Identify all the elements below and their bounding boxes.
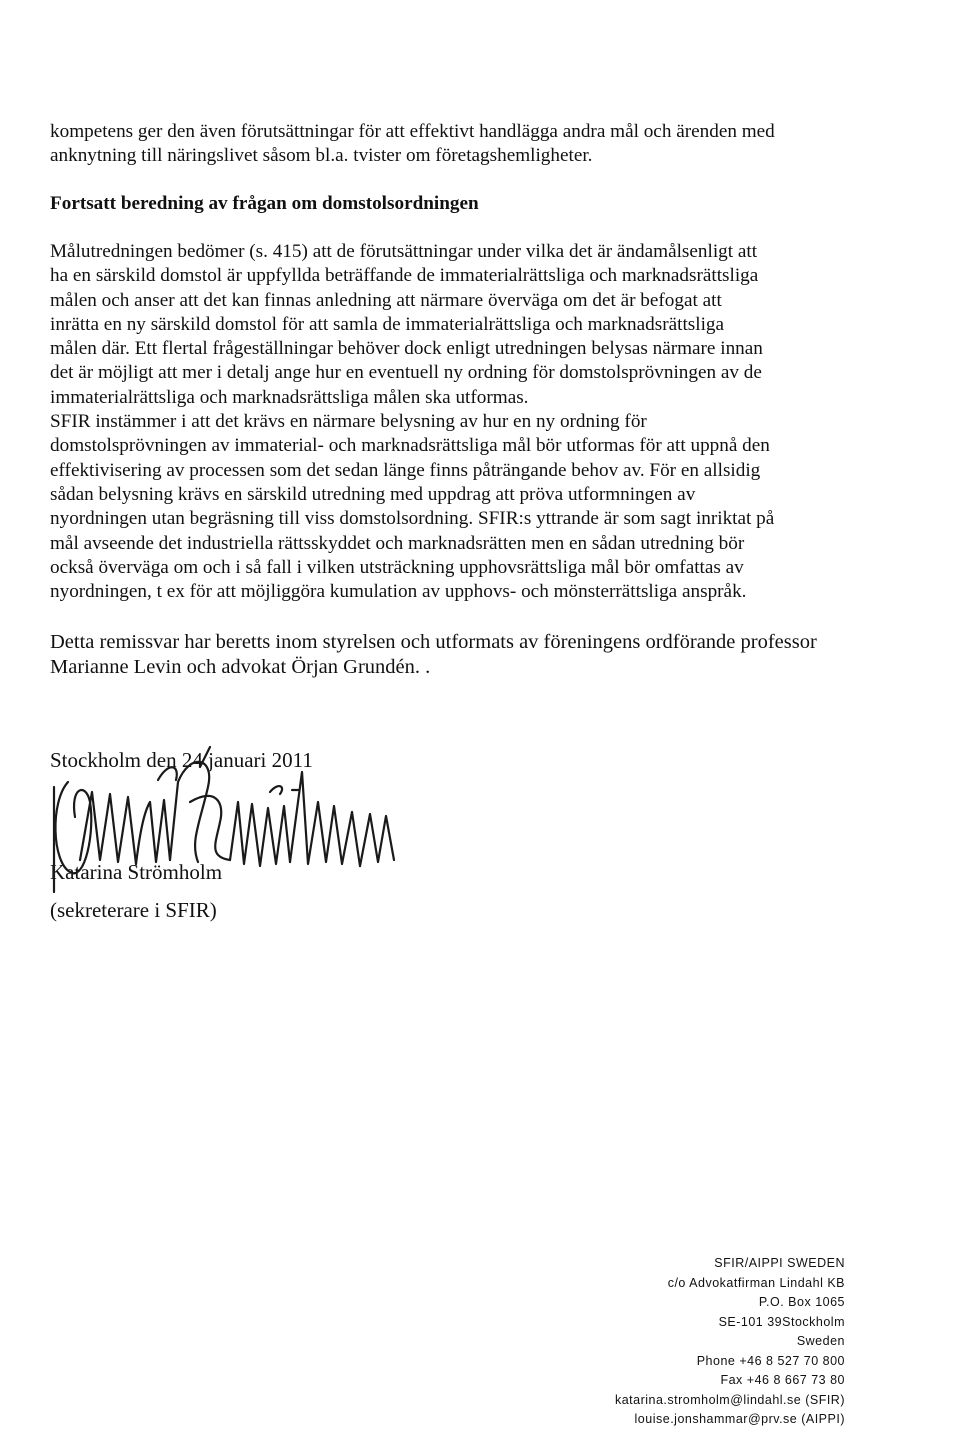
section-heading: Fortsatt beredning av frågan om domstolsordningen	[50, 193, 479, 214]
address-line: SE-101 39Stockholm	[718, 1314, 845, 1329]
place-date: Stockholm den 24 januari 2011	[50, 748, 313, 772]
address-block	[615, 1254, 845, 1430]
text-line: också överväga om och i så fall i vilken utsträckning upphovsrättsliga mål bör omfattas av	[50, 556, 744, 578]
text-line: nyordningen, t ex för att möjliggöra kumulation av upphovs- och mönsterrättsliga anspråk.	[50, 581, 747, 603]
address-line: P.O. Box 1065	[758, 1295, 845, 1309]
address-line: Sweden	[796, 1334, 845, 1348]
text-line: anknytning till näringslivet såsom bl.a. tvister om företagshemligheter.	[50, 145, 593, 167]
text-line: ha en särskild domstol är uppfyllda beträffande de immaterialrättsliga och marknadsrättsliga	[50, 265, 759, 287]
text-line: målen och anser att det kan finnas anledning att närmare överväga om det är befogat att	[50, 289, 722, 311]
address-line: louise.jonshammar@prv.se (AIPPI)	[634, 1412, 845, 1426]
text-line: domstolsprövningen av immaterial- och marknadsrättsliga mål bör utformas för att uppnå den	[50, 435, 770, 457]
address-line: c/o Advokatfirman Lindahl KB	[667, 1275, 845, 1290]
text-line: SFIR instämmer i att det krävs en närmare belysning av hur en ny ordning för	[50, 411, 647, 433]
text-line: kompetens ger den även förutsättningar för att effektivt handlägga andra mål och ärenden med	[50, 121, 775, 142]
address-line: Fax +46 8 667 73 80	[720, 1373, 845, 1387]
text-line: inrätta en ny särskild domstol för att samla de immaterialrättsliga och marknadsrättsliga	[50, 313, 725, 335]
address-line: SFIR/AIPPI SWEDEN	[714, 1256, 845, 1270]
text-line: Målutredningen bedömer (s. 415) att de förutsättningar under vilka det är ändamålsenligt att	[50, 241, 758, 262]
text-line: mål avseende det industriella rättsskyddet och marknadsrätten men en sådan utredning bör	[50, 532, 745, 554]
signatory-name: Katarina Strömholm	[50, 860, 223, 884]
text-line: effektivisering av processen som det sedan länge finns påträngande behov av. För en allsidig	[50, 459, 761, 481]
text-line: målen där. Ett flertal frågeställningar behöver dock enligt utredningen belysas närmare innan	[50, 338, 763, 360]
text-line: Marianne Levin och advokat Örjan Grundén. .	[50, 656, 431, 678]
closing-paragraph	[50, 630, 930, 680]
address-line: Phone +46 8 527 70 800	[696, 1353, 845, 1368]
handwritten-signature	[40, 742, 420, 902]
text-line: immaterialrättsliga och marknadsrättsliga målen ska utformas.	[50, 386, 529, 408]
main-paragraph	[50, 240, 930, 604]
address-line: katarina.stromholm@lindahl.se (SFIR)	[614, 1392, 845, 1407]
signatory-role: (sekreterare i SFIR)	[50, 898, 217, 922]
text-line: Detta remissvar har beretts inom styrelsen och utformats av föreningens ordförande professor	[50, 631, 817, 653]
intro-paragraph	[50, 120, 930, 169]
text-line: det är möjligt att mer i detalj ange hur en eventuell ny ordning för domstolsprövningen av de	[50, 362, 762, 384]
text-line: sådan belysning krävs en särskild utredning med uppdrag att pröva utformningen av	[50, 483, 696, 505]
text-line: nyordningen utan begräsning till viss domstolsordning. SFIR:s yttrande är som sagt inriktat på	[50, 508, 775, 530]
